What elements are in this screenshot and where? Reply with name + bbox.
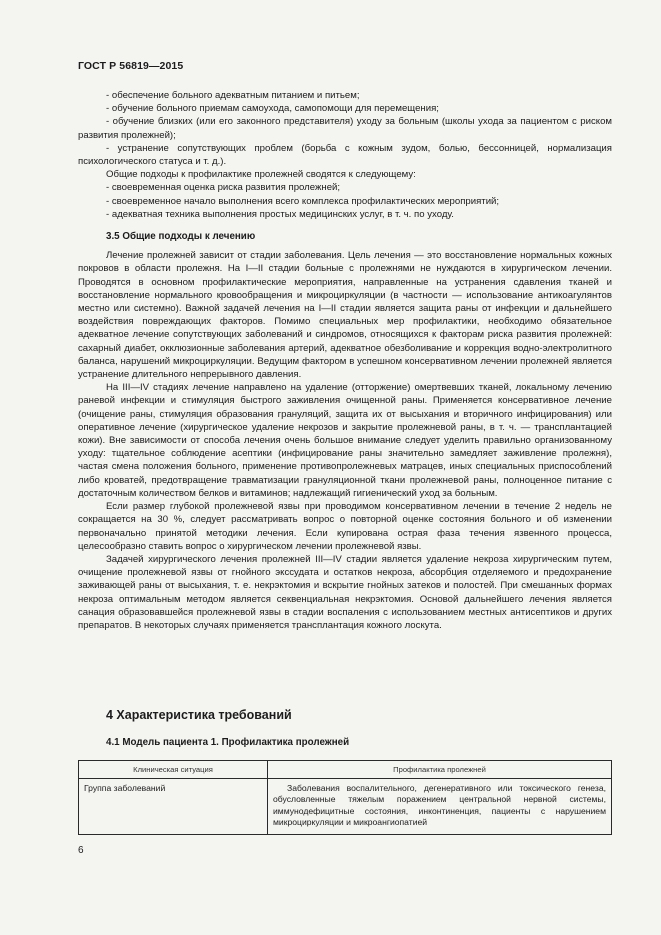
treatment-paragraph: Лечение пролежней зависит от стадии заболевания. Цель лечения — это восстановление нормальных кожных покровов в области пролежня. На I—II стадии больные с пролежнями не нуждаются в хирургическом лечении. Проводятся в основном профилактические мероприятия, направленные на устранения сдавления тканей и восстановление нормального кровообращения и микроциркуляции (в частности — использование антикоагулянтов местно или системно). Важной задачей лечения на I—II стадии является защита раны от инфекции и дальнейшего воздействия повреждающих факторов. Помимо специальных мер профилактики, необходимо обязательное адекватное лечение сопутствующих заболеваний и синдромов, относящихся к факторам риска развития пролежней: сахарный диабет, окклюзионные заболевания артерий, адекватное обезболивание и коррекция водно-электролитного баланса, нарушений микроциркуляции. Ведущим фактором в успешном консервативном лечении пролежней является устранение длительного непрерывного давления. — [78, 250, 612, 381]
body-text — [78, 89, 612, 632]
treatment-paragraph: На III—IV стадиях лечение направлено на удаление (отторжение) омертвевших тканей, локальному лечению раневой инфекции и стимуляция быстрого заживления очищенной раны. Применяется консервативное лечение (очищение раны, стимуляция образования грануляций, защита их от высыхания и вторичного инфицирования) или оперативное лечение (хирургическое удаление некрозов и закрытие пролежневой раны, в т. ч. — трансплантацией кожи). Вне зависимости от способа лечения очень большое внимание следует уделить правильно организованному уходу: тщательное соблюдение асептики (инфицирование раны значительно замедляет заживление пролежня), частая смена положения больного, применение противопролежневых матрацев, иных специальных приспособлений либо кроватей, предотвращение травматизации грануляционной ткани пролежневой раны, полноценное питание с достаточным количеством белков и витаминов; надлежащий гигиенический уход за больным. — [78, 382, 612, 499]
table-cell-description: Заболевания воспалительного, дегенеративного или токсического генеза, обусловленные тяжелым поражением центральной нервной системы, иммунодефицитные состояния, инконтиненция, пациенты с нарушением микроциркуляции и микроангиопатией — [268, 779, 612, 835]
subsection-heading-3-5: 3.5 Общие подходы к лечению — [106, 231, 256, 243]
intro-item: - обучение больного приемам самоухода, самопомощи для перемещения; — [106, 103, 439, 115]
intro-item: - обеспечение больного адекватным питанием и питьем; — [106, 90, 360, 101]
page-number: 6 — [78, 845, 84, 856]
table-header-prevention: Профилактика пролежней — [268, 761, 612, 779]
requirements-table — [78, 760, 612, 835]
prevention-item: - своевременная оценка риска развития пролежней; — [106, 182, 341, 194]
prevention-item: - адекватная техника выполнения простых медицинских услуг, в т. ч. по уходу. — [106, 208, 454, 220]
intro-item: - устранение сопутствующих проблем (борьба с кожным зудом, болью, бессонницей, нормализация психологического статуса и т. д.). — [78, 142, 612, 168]
table-header-row — [79, 761, 612, 779]
prevention-lead: Общие подходы к профилактике пролежней сводятся к следующему: — [106, 169, 416, 181]
treatment-paragraph: Задачей хирургического лечения пролежней III—IV стадии является удаление некроза хирургическим путем, очищение пролежневой язвы от гнойного экссудата и остатков некроза, абсорбция отделяемого и предохранение заживающей раны от высыхания, т. е. некрэктомия и вскрытие гнойных затеков и полостей. При смешанных формах некроза оптимальным методом является секвенциальная некрэктомия. Основой дальнейшего лечения является санация образовавшейся пролежневой язвы в стадии воспаления с использованием местных антисептиков и других препаратов. В некоторых случаях применяется трансплантация кожного лоскута. — [78, 553, 612, 631]
document-code-header: ГОСТ Р 56819—2015 — [78, 60, 184, 72]
table-cell-situation: Группа заболеваний — [79, 779, 268, 835]
table-header-situation: Клиническая ситуация — [79, 761, 268, 779]
table-row — [79, 779, 612, 835]
subsection-heading-4-1: 4.1 Модель пациента 1. Профилактика пролежней — [106, 737, 350, 748]
prevention-item: - своевременное начало выполнения всего комплекса профилактических мероприятий; — [106, 195, 500, 207]
intro-item: - обучение близких (или его законного представителя) уходу за больным (школы ухода за пациентом с риском развития пролежней); — [78, 116, 612, 141]
section-heading-4: 4 Характеристика требований — [106, 708, 292, 722]
treatment-paragraph: Если размер глубокой пролежневой язвы при проводимом консервативном лечении в течение 2 недель не сокращается на 30 %, следует рассматривать вопрос о повторной оценке состояния больного и об изменении первоначально принятой методики лечения. Если купирована острая фаза течения язвенного процесса, целесообразно ставить вопрос о хирургическом лечении пролежневой язвы. — [78, 501, 612, 552]
